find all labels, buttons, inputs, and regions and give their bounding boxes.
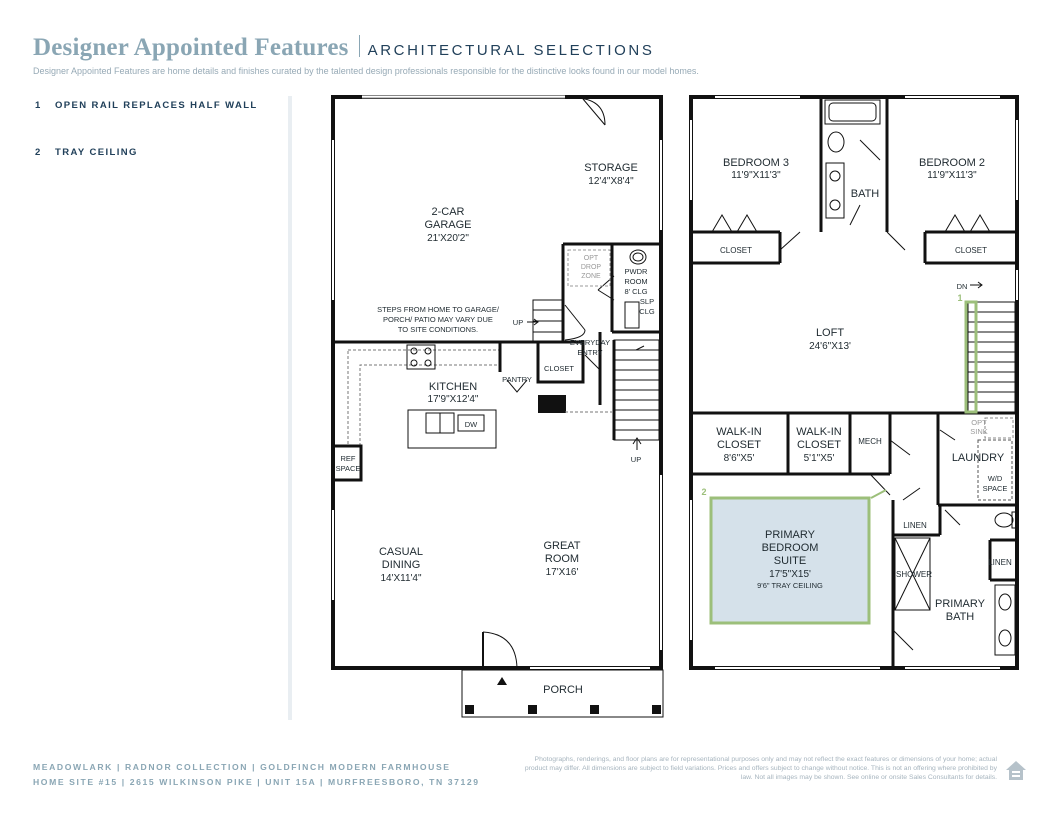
dn-label: DN	[956, 282, 968, 291]
header-description: Designer Appointed Features are home details and finishes curated by the talented design professionals responsible for the distinctive looks found in our model homes.	[33, 66, 699, 76]
loft-dims: 24'6"X13'	[809, 341, 851, 352]
bath-label: BATH	[850, 188, 880, 200]
wd-space-1: W/D	[987, 474, 1003, 483]
mech-label: MECH	[858, 437, 882, 446]
loft-label: LOFT	[815, 327, 845, 339]
pantry-label: PANTRY	[502, 375, 532, 384]
floor-plan	[328, 92, 1028, 722]
page-subtitle: ARCHITECTURAL SELECTIONS	[367, 42, 655, 59]
steps-note-2: PORCH/ PATIO MAY VARY DUE	[383, 315, 493, 324]
steps-note-1: STEPS FROM HOME TO GARAGE/	[377, 305, 499, 314]
walkin2-label-2: CLOSET	[796, 439, 842, 451]
garage-dims: 21'X20'2"	[427, 233, 469, 244]
linen2-label: LINEN	[988, 558, 1012, 567]
marker-2: 2	[701, 487, 707, 497]
suite-label-2: BEDROOM	[761, 542, 819, 554]
bedroom2-label: BEDROOM 2	[918, 157, 986, 169]
dw-label: DW	[464, 420, 478, 429]
storage-label: STORAGE	[584, 162, 638, 174]
title-divider	[359, 35, 360, 57]
footer-address	[33, 760, 480, 790]
shower-label: SHOWER	[896, 570, 932, 579]
slp-1: SLP	[639, 297, 655, 306]
dining-label-2: DINING	[381, 559, 421, 571]
opt-sink-1: OPT	[971, 418, 987, 427]
marker-1: 1	[957, 293, 963, 303]
feature-number: 2	[35, 147, 42, 158]
primary-bath-label-1: PRIMARY	[935, 598, 985, 610]
slp-2: CLG	[639, 307, 655, 316]
feature-list	[35, 100, 258, 194]
bedroom2-dims: 11'9"X11'3"	[927, 170, 977, 181]
section-divider	[288, 96, 292, 720]
up-garage-label: UP	[512, 318, 524, 327]
kitchen-label: KITCHEN	[428, 381, 478, 393]
page-title: Designer Appointed Features	[33, 34, 349, 61]
pwdr-3: 8' CLG	[624, 287, 648, 296]
pwdr-1: PWDR	[624, 267, 648, 276]
footer-line-2: HOME SITE #15 | 2615 WILKINSON PIKE | UNIT 15A | MURFREESBORO, TN 37129	[33, 777, 480, 787]
footer-line-1: MEADOWLARK | RADNOR COLLECTION | GOLDFINCH MODERN FARMHOUSE	[33, 762, 451, 772]
suite-ceiling: 9'6" TRAY CEILING	[757, 581, 823, 590]
equal-housing-icon	[1003, 758, 1029, 784]
feature-item-2	[35, 147, 258, 158]
steps-note-3: TO SITE CONDITIONS.	[397, 325, 479, 334]
feature-label: TRAY CEILING	[55, 147, 138, 158]
footer-disclaimer: Photographs, renderings, and floor plans are for representational purposes only and may not reflect the exact features or dimensions of your home; actual product may differ. All dimensions are subject to field variations. Prices and offers subject to change without notice. This is not an offering where prohibited by law. Not all images may be shown. See online or onsite Sales Consultants for details.	[524, 756, 997, 781]
feature-item-1	[35, 100, 258, 111]
drop-zone-2: DROP	[580, 264, 602, 271]
bedroom3-dims: 11'9"X11'3"	[731, 170, 781, 181]
walkin2-label-1: WALK-IN	[796, 426, 842, 438]
great-room-label-2: ROOM	[544, 553, 580, 565]
ref-space-1: REF	[340, 454, 356, 463]
garage-label-1: 2-CAR	[431, 206, 465, 218]
second-floor-plan	[691, 97, 1017, 668]
laundry-label: LAUNDRY	[951, 452, 1005, 464]
drop-zone-3: ZONE	[581, 273, 601, 280]
bedroom3-label: BEDROOM 3	[722, 157, 790, 169]
great-room-dims: 17'X16'	[545, 567, 579, 578]
dining-dims: 14'X11'4"	[380, 573, 422, 584]
linen1-label: LINEN	[903, 521, 927, 530]
everyday-entry-1: EVERYDAY	[569, 338, 611, 347]
first-floor-plan	[333, 97, 663, 717]
primary-bath-label-2: BATH	[945, 611, 975, 623]
suite-label-1: PRIMARY	[765, 529, 815, 541]
closet-right-label: CLOSET	[954, 246, 988, 255]
ref-space-2: SPACE	[335, 464, 361, 473]
drop-zone-1: OPT	[583, 255, 599, 262]
up-stairs-label: UP	[630, 455, 642, 464]
garage-label-2: GARAGE	[424, 219, 472, 231]
storage-dims: 12'4"X8'4"	[588, 176, 634, 187]
walkin1-dims: 8'6"X5'	[723, 453, 755, 464]
everyday-entry-2: ENTRY	[577, 348, 603, 357]
kitchen-dims: 17'9"X12'4"	[427, 394, 479, 405]
opt-sink-2: SINK	[970, 427, 988, 436]
feature-number: 1	[35, 100, 42, 111]
closet-left-label: CLOSET	[719, 246, 753, 255]
great-room-label-1: GREAT	[543, 540, 581, 552]
porch-label: PORCH	[543, 684, 583, 696]
pwdr-2: ROOM	[624, 277, 648, 286]
wd-space-2: SPACE	[982, 484, 1008, 493]
walkin1-label-1: WALK-IN	[716, 426, 762, 438]
walkin2-dims: 5'1"X5'	[803, 453, 835, 464]
dining-label-1: CASUAL	[378, 546, 424, 558]
suite-dims: 17'5"X15'	[769, 569, 811, 580]
walkin1-label-2: CLOSET	[716, 439, 762, 451]
page-header	[33, 34, 654, 62]
feature-label: OPEN RAIL REPLACES HALF WALL	[55, 100, 258, 111]
suite-label-3: SUITE	[773, 555, 807, 567]
closet-label: CLOSET	[543, 364, 575, 373]
